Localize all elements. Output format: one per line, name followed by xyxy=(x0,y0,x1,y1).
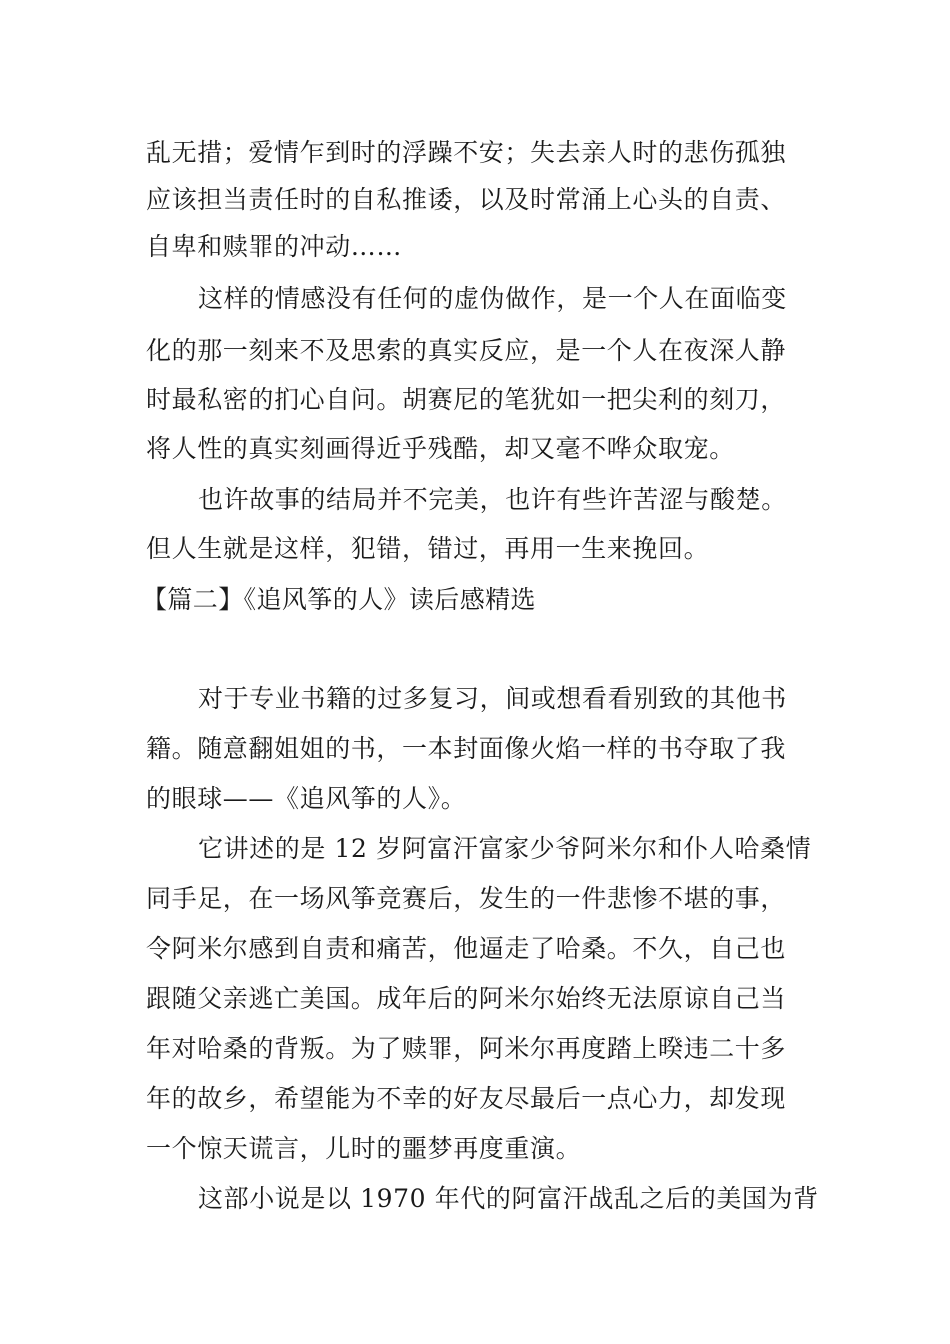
text-line: 但人生就是这样，犯错，错过，再用一生来挽回。 xyxy=(146,534,710,563)
text-line: 应该担当责任时的自私推诿，以及时常涌上心头的自责、 xyxy=(146,185,787,214)
text-line: 跟随父亲逃亡美国。成年后的阿米尔始终无法原谅自己当 xyxy=(146,984,787,1013)
text-line: 一个惊天谎言，儿时的噩梦再度重演。 xyxy=(146,1134,582,1163)
text-line: 乱无措；爱情乍到时的浮躁不安；失去亲人时的悲伤孤独 xyxy=(146,138,787,167)
text-line: 的眼球——《追风筝的人》。 xyxy=(146,784,467,813)
text-line: 对于专业书籍的过多复习，间或想看看别致的其他书 xyxy=(198,684,787,713)
text-line: 时最私密的扪心自问。胡赛尼的笔犹如一把尖利的刻刀， xyxy=(146,385,787,414)
text-line: 它讲述的是 12 岁阿富汗富家少爷阿米尔和仆人哈桑情 xyxy=(198,834,812,863)
text-line: 化的那一刻来不及思索的真实反应，是一个人在夜深人静 xyxy=(146,336,787,365)
text-line: 将人性的真实刻画得近乎残酷，却又毫不哗众取宠。 xyxy=(146,434,735,463)
section-heading: 【篇二】《追风筝的人》读后感精选 xyxy=(142,585,536,614)
text-line: 年的故乡，希望能为不幸的好友尽最后一点心力，却发现 xyxy=(146,1084,787,1113)
text-line: 自卑和赎罪的冲动…… xyxy=(146,232,403,261)
text-line: 也许故事的结局并不完美，也许有些许苦涩与酸楚。 xyxy=(198,485,787,514)
text-line: 这部小说是以 1970 年代的阿富汗战乱之后的美国为背 xyxy=(198,1184,819,1213)
text-line: 年对哈桑的背叛。为了赎罪，阿米尔再度踏上暌违二十多 xyxy=(146,1034,787,1063)
text-line: 这样的情感没有任何的虚伪做作，是一个人在面临变 xyxy=(198,284,787,313)
text-line: 籍。随意翻姐姐的书，一本封面像火焰一样的书夺取了我 xyxy=(146,734,787,763)
text-line: 令阿米尔感到自责和痛苦，他逼走了哈桑。不久，自己也 xyxy=(146,934,787,963)
text-line: 同手足，在一场风筝竞赛后，发生的一件悲惨不堪的事， xyxy=(146,884,787,913)
